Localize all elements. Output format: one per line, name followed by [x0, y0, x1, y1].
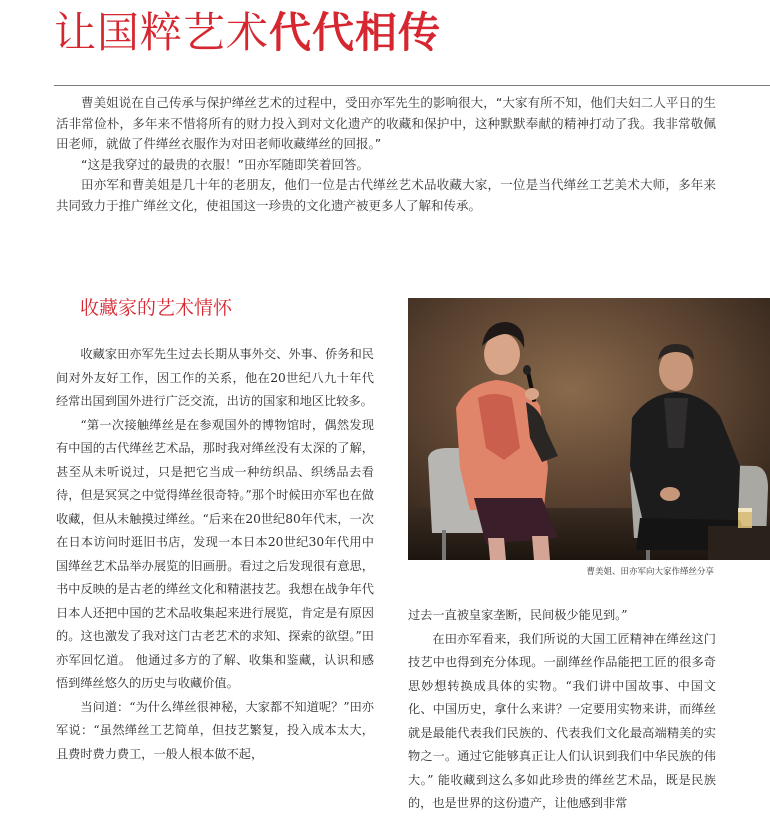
page-title-light: 让国粹艺术: [54, 8, 270, 57]
photo-caption: 曹美姐、田亦军向大家作缂丝分享: [586, 567, 714, 577]
body-paragraph: 过去一直被皇家垄断，民间极少能见到。”: [408, 608, 628, 622]
right-column: [408, 604, 716, 816]
body-paragraph: 在田亦军看来，我们所说的大国工匠精神在缂丝这门技艺中也得到充分体现。一副缂丝作品能把工匠的很多奇思妙想转换成具体的实物。“我们讲中国故事、中国文化、中国历史，拿什么来讲？一定要用实物来讲，而缂丝就是最能代表我们民族的、代表我们文化最高端精美的实物之一。通过它能够真正让人们认识到我们中华民族的伟大。” 能收藏到这么多如此珍贵的缂丝艺术品，既是民族的，也是世界的这份遗产，让他感到非常: [408, 631, 716, 810]
body-paragraph: “第一次接触缂丝是在参观国外的博物馆时，偶然发现有中国的古代缂丝艺术品，那时我对缂丝没有太深的了解，甚至从未听说过，只是把它当成一种纺织品、织绣品去看待，但是冥冥之中觉得缂丝很奇特。”那个时候田亦军也在做收藏，但从未触摸过缂丝。“后来在20世纪80年代末，一次在日本访问时逛旧书店，发现一本日本20世纪30年代用中国缂丝艺术品举办展览的旧画册。看过之后发现很有意思，书中反映的是古老的缂丝文化和精湛技艺。我想在战争年代日本人还把中国的艺术品收集起来进行展览，肯定是有原因的。这也激发了我对这门古老艺术的求知、探索的欲望。”田亦军回忆道。 他通过多方的了解、收集和鉴藏，认识和感悟到缂丝悠久的历史与收藏价值。: [56, 417, 374, 690]
page-title: [54, 2, 441, 64]
event-photo-illustration: [408, 298, 770, 560]
intro-text: [56, 93, 716, 217]
title-divider: [54, 85, 770, 86]
intro-paragraph: “这是我穿过的最贵的衣服！”田亦军随即笑着回答。: [81, 156, 369, 172]
intro-paragraph: 田亦军和曹美姐是几十年的老朋友，他们一位是古代缂丝艺术品收藏大家，一位是当代缂丝工艺美术大师，多年来共同致力于推广缂丝文化，使祖国这一珍贵的文化遗产被更多人了解和传承。: [56, 177, 716, 213]
body-paragraph: 当问道：“为什么缂丝很神秘，大家都不知道呢？”田亦军说：“虽然缂丝工艺简单，但技艺繁复，投入成本太大，且费时费力费工，一般人根本做不起，: [56, 699, 374, 761]
page-title-bold: 代代相传: [269, 8, 442, 57]
section-title: 收藏家的艺术情怀: [80, 297, 233, 319]
event-photo: [408, 298, 770, 560]
left-column: [56, 343, 374, 766]
intro-paragraph: 曹美姐说在自己传承与保护缂丝艺术的过程中，受田亦军先生的影响很大，“大家有所不知，他们夫妇二人平日的生活非常俭朴，多年来不惜将所有的财力投入到对文化遗产的收藏和保护中，这种默默奉献的精神打动了我。我非常敬佩田老师，就做了件缂丝衣服作为对田老师收藏缂丝的回报。”: [56, 95, 716, 152]
body-paragraph: 收藏家田亦军先生过去长期从事外交、外事、侨务和民间对外友好工作，因工作的关系，他在20世纪八九十年代经常出国到国外进行广泛交流，出访的国家和地区比较多。: [56, 347, 374, 408]
